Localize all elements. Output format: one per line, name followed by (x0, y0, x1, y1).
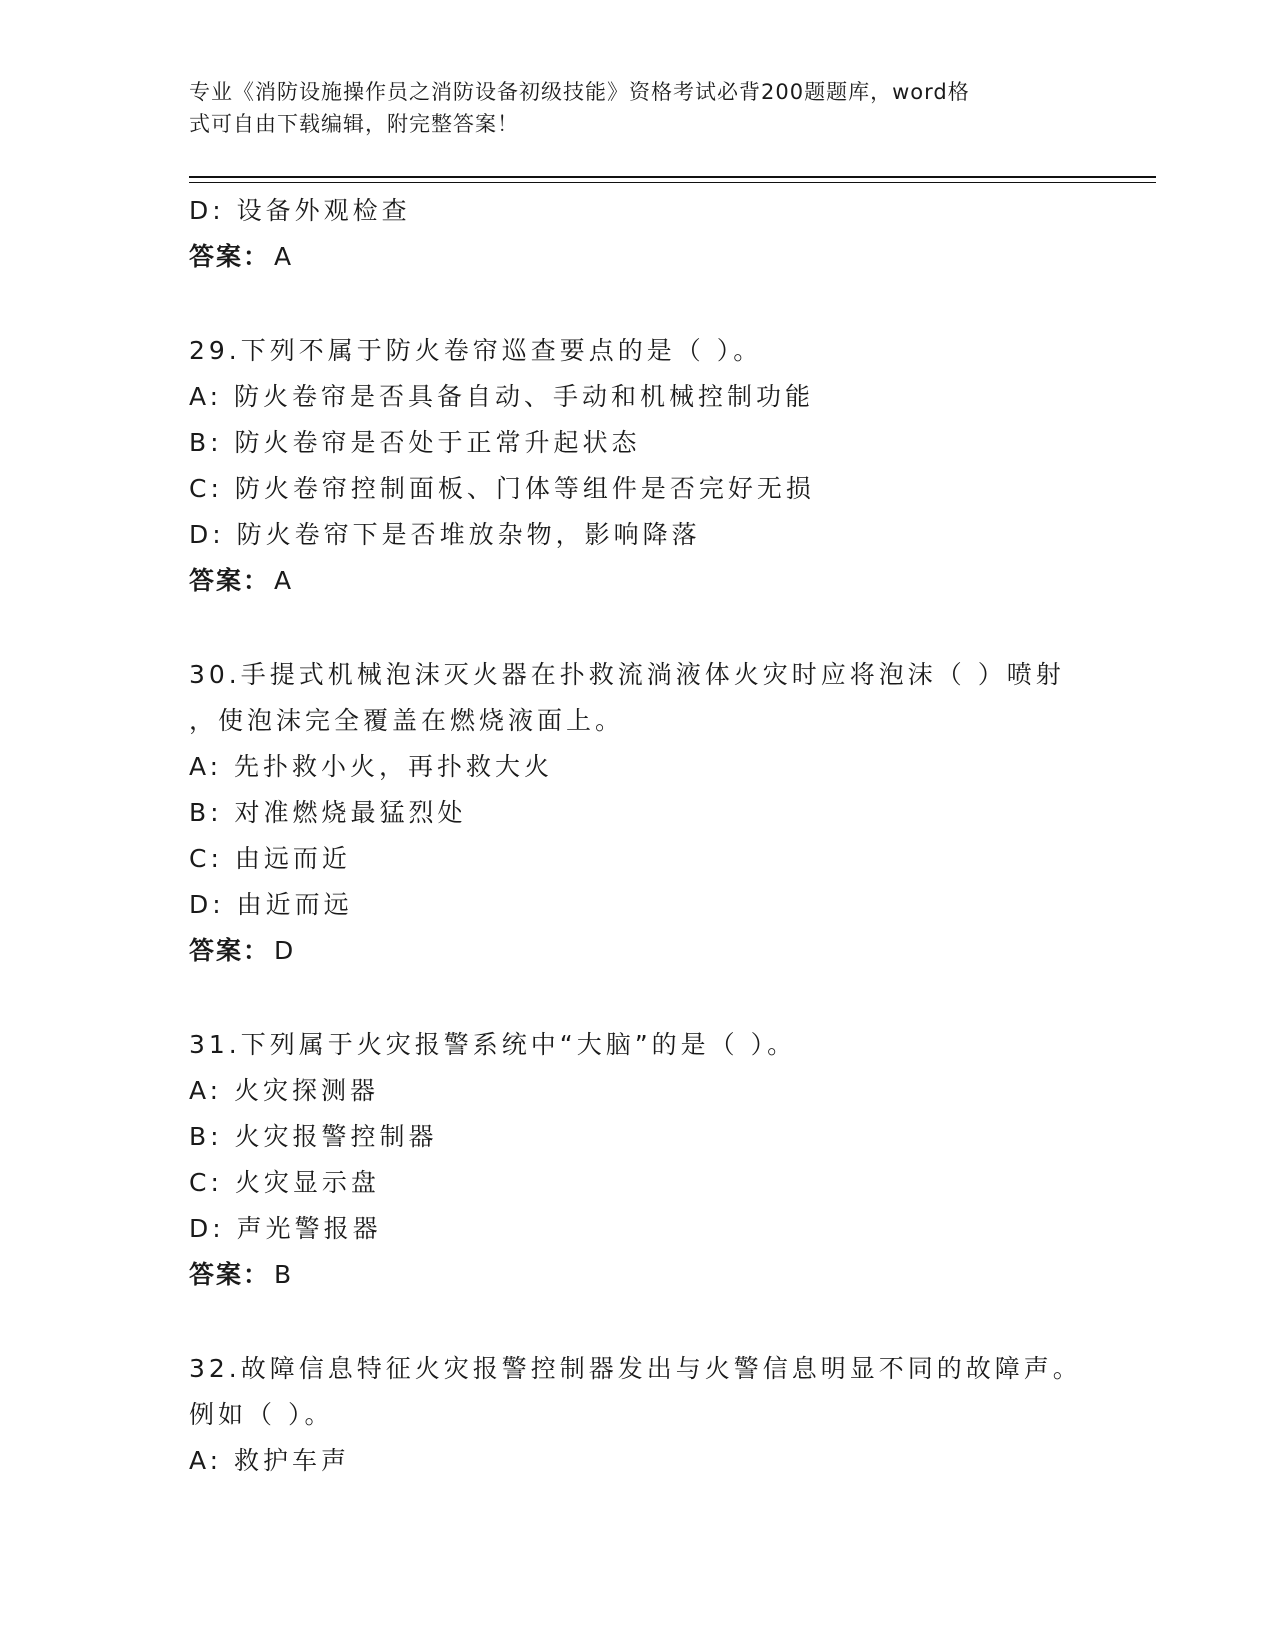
option-b: B: 火灾报警控制器 (189, 1122, 438, 1151)
question-stem: 29.下列不属于防火卷帘巡查要点的是（ ）。 (189, 336, 763, 365)
answer-line (189, 234, 1089, 280)
option-a: A: 救护车声 (189, 1446, 351, 1475)
answer-label: 答案： (189, 242, 271, 271)
answer-value: A (274, 566, 294, 595)
question-list (189, 188, 1089, 1484)
answer-label: 答案： (189, 1260, 271, 1289)
question-stem-line-2: ，使泡沫完全覆盖在燃烧液面上。 (189, 706, 625, 735)
answer-line (189, 928, 1089, 974)
answer-value: B (274, 1260, 294, 1289)
answer-line (189, 1252, 1089, 1298)
question-32 (189, 1346, 1089, 1484)
question-stem-line-2: 例如（ ）。 (189, 1400, 334, 1429)
header-line-2: 式可自由下载编辑，附完整答案！ (189, 112, 519, 136)
option-a: A: 火灾探测器 (189, 1076, 380, 1105)
question-stem-line-1: 32.故障信息特征火灾报警控制器发出与火警信息明显不同的故障声。 (189, 1354, 1082, 1383)
option-b: B: 防火卷帘是否处于正常升起状态 (189, 428, 641, 457)
answer-value: D (274, 936, 296, 965)
option-d: D: 由近而远 (189, 890, 353, 919)
question-stem-line-1: 30.手提式机械泡沫灭火器在扑救流淌液体火灾时应将泡沫（ ）喷射 (189, 660, 1065, 689)
option-a: A: 先扑救小火，再扑救大火 (189, 752, 554, 781)
question-stem: 31.下列属于火灾报警系统中“大脑”的是（ ）。 (189, 1030, 797, 1059)
option-a: A: 防火卷帘是否具备自动、手动和机械控制功能 (189, 382, 815, 411)
option-c: C: 防火卷帘控制面板、门体等组件是否完好无损 (189, 474, 815, 503)
header-divider-thin (189, 182, 1156, 183)
answer-label: 答案： (189, 566, 271, 595)
question-29 (189, 328, 1089, 604)
option-d: D: 设备外观检查 (189, 196, 411, 225)
answer-line (189, 558, 1089, 604)
option-d: D: 防火卷帘下是否堆放杂物，影响降落 (189, 520, 701, 549)
answer-label: 答案： (189, 936, 271, 965)
document-header (189, 76, 1069, 140)
question-30 (189, 652, 1089, 974)
option-d: D: 声光警报器 (189, 1214, 382, 1243)
header-divider (189, 176, 1156, 178)
header-line-1: 专业《消防设施操作员之消防设备初级技能》资格考试必背200题题库，word格 (189, 80, 970, 104)
option-b: B: 对准燃烧最猛烈处 (189, 798, 467, 827)
answer-value: A (274, 242, 294, 271)
question-31 (189, 1022, 1089, 1298)
option-c: C: 由远而近 (189, 844, 351, 873)
option-c: C: 火灾显示盘 (189, 1168, 380, 1197)
